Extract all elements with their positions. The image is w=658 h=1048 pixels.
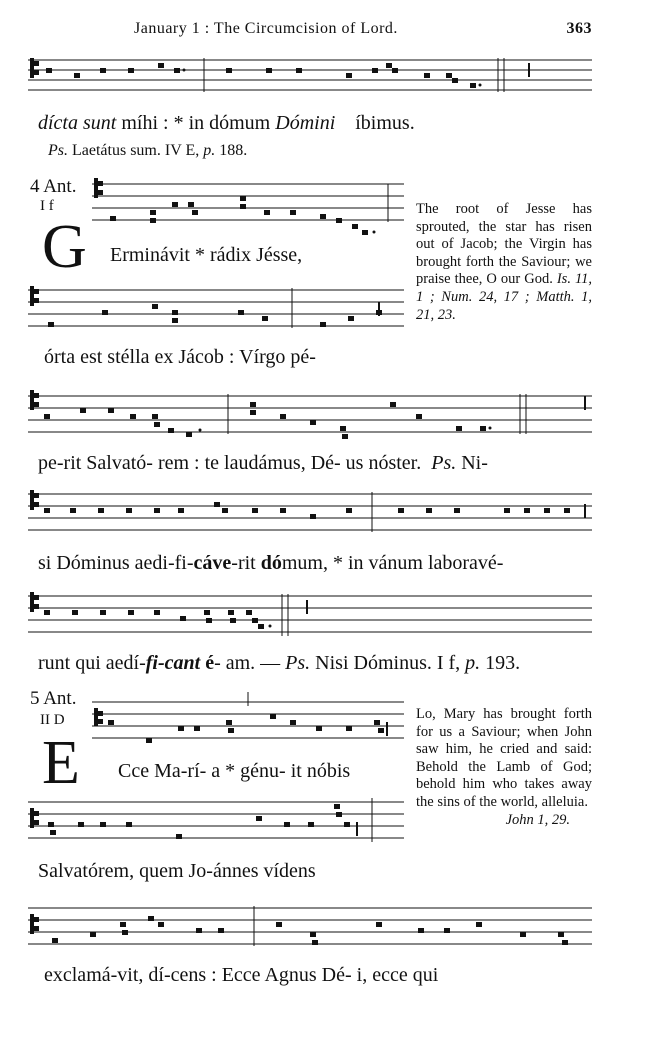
drop-cap-initial: E: [42, 729, 80, 797]
music-staff: [28, 282, 404, 338]
chant-lyric: exclamá-vit, dí-cens : Ecce Agnus Dé- i, ecce qui: [44, 964, 439, 986]
chant-lyric: órta est stélla ex Jácob : Vírgo pé-: [44, 346, 316, 368]
drop-cap-initial: G: [42, 213, 87, 281]
music-staff: [28, 386, 592, 444]
music-staff: [28, 588, 592, 642]
antiphon-mode: I f: [40, 198, 54, 214]
chant-lyric: pe-rit Salvató- rem : te laudámus, Dé- us nóster. Ps. Ni-: [38, 452, 488, 474]
header-title: January 1 : The Circumcision of Lord.: [134, 20, 398, 37]
antiphon-number: 4 Ant.: [30, 176, 77, 197]
music-staff: [28, 52, 592, 100]
page-number: 363: [566, 20, 592, 37]
music-staff: [28, 900, 592, 956]
antiphon-mode: II D: [40, 712, 65, 728]
chant-lyric: Salvatórem, quem Jo-ánnes vídens: [38, 860, 316, 882]
chant-lyric: si Dóminus aedi-fi-cáve-rit dómum, * in vánum laboravé-: [38, 552, 504, 574]
music-staff: [28, 488, 592, 538]
chant-lyric: Erminávit * rádix Jésse,: [110, 244, 303, 266]
english-translation: Lo, Mary has brought forth for us a Saviour; when John saw him, he cried and said: Behold the Lamb of God; behold him who takes away the sins of the world, alleluia. John 1, 29.: [416, 706, 592, 828]
antiphon-number: 5 Ant.: [30, 688, 77, 709]
running-header: [0, 20, 658, 42]
music-staff: [92, 692, 404, 752]
scripture-reference: John 1, 29.: [505, 811, 570, 828]
english-translation: The root of Jesse has sprouted, the star has risen out of Jacob; the Virgin has brought forth the Saviour; we praise thee, O our God. Is. 11, 1 ; Num. 24, 17 ; Matth. 1, 21, 23.: [416, 201, 592, 323]
music-staff: [28, 794, 404, 854]
chant-lyric: dícta sunt míhi : * in dómum Dómini íbimus.: [38, 112, 415, 134]
chant-lyric: Cce Ma-rí- a * génu- it nóbis: [118, 760, 351, 782]
psalm-reference: Ps. Laetátus sum. IV E, p. 188.: [48, 142, 248, 159]
music-staff: [92, 174, 404, 238]
scripture-reference: Is. 11, 1 ; Num. 24, 17 ; Matth. 1, 21, 23.: [416, 271, 592, 323]
chant-lyric: runt qui aedí-fi-cant é- am. — Ps. Nisi Dóminus. I f, p. 193.: [38, 652, 521, 674]
